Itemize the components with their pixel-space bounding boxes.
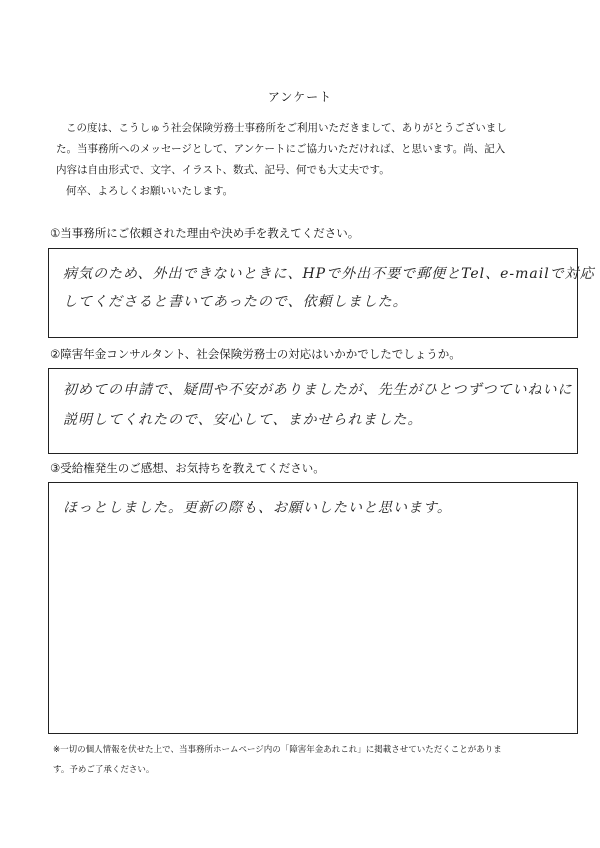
question-1-answer-box[interactable] (48, 248, 595, 338)
handwritten-answer-line: してくださると書いてあったので、依頼しました。 (63, 294, 408, 310)
handwritten-answer-line: 初めての申請で、疑問や不安がありましたが、先生がひとつずつていねいに (63, 382, 573, 398)
question-1-label: ①当事務所にご依頼された理由や決め手を教えてください。 (50, 226, 360, 240)
intro-text (56, 118, 556, 202)
page-title: アンケート (267, 90, 333, 104)
footer-line: す。予めご了承ください。 (53, 765, 155, 775)
handwritten-answer-line: ほっとしました。更新の際も、お願いしたいと思います。 (63, 500, 452, 516)
question-3-label: ③受給権発生のご感想、お気持ちを教えてください。 (50, 461, 325, 475)
footer-line: ※一切の個人情報を伏せた上で、当事務所ホームページ内の「障害年金あれこれ」に掲載させていただくことがありま (53, 745, 502, 755)
intro-line: この度は、こうしゅう社会保険労務士事務所をご利用いただきまして、ありがとうございまし (66, 122, 507, 134)
intro-line: 内容は自由形式で、文字、イラスト、数式、記号、何でも大丈夫です。 (56, 164, 390, 176)
handwritten-answer-line: 説明してくれたので、安心して、まかせられました。 (63, 412, 423, 428)
intro-line: 何卒、よろしくお願いいたします。 (66, 185, 234, 197)
footer-note (53, 740, 553, 780)
question-3-answer-box[interactable] (48, 482, 578, 734)
question-2-label: ②障害年金コンサルタント、社会保険労務士の対応はいかかでしたでしょうか。 (50, 347, 461, 361)
handwritten-answer-line: 病気のため、外出できないときに、HPで外出不要で郵便とTel、e-mailで対応 (63, 266, 595, 282)
intro-line: た。当事務所へのメッセージとして、アンケートにご協力いただければ、と思います。尚、記入 (56, 143, 506, 155)
question-2-answer-box[interactable] (48, 368, 578, 454)
